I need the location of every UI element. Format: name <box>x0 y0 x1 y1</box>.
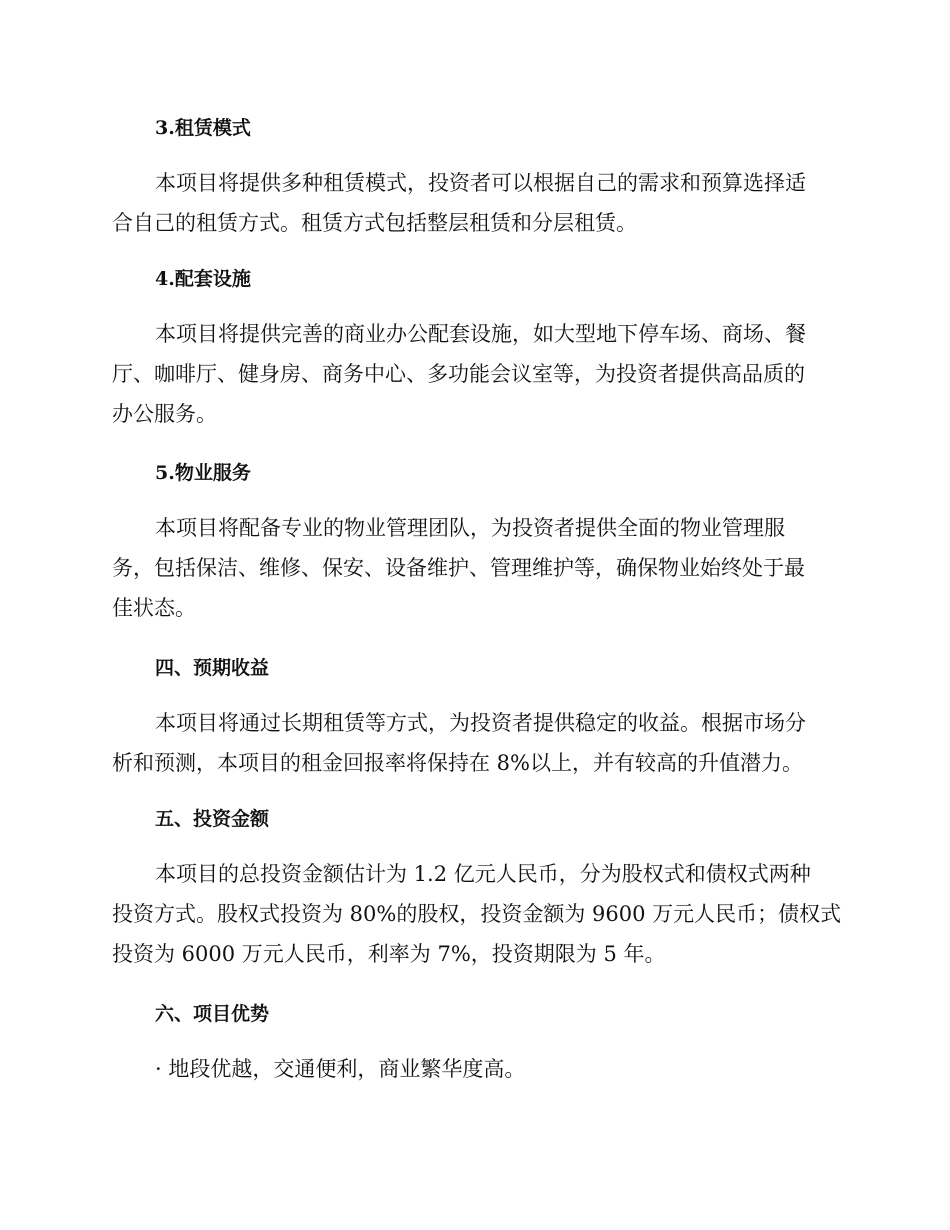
paragraph-line: 本项目将配备专业的物业管理团队，为投资者提供全面的物业管理服 <box>155 516 785 540</box>
paragraph-investment-amount <box>112 854 842 974</box>
paragraph-line: 投资方式。股权式投资为 80%的股权，投资金额为 9600 万元人民币；债权式 <box>112 902 842 926</box>
paragraph-line: 析和预测，本项目的租金回报率将保持在 8%以上，并有较高的升值潜力。 <box>112 751 803 775</box>
paragraph-rental-mode <box>112 163 842 243</box>
section-heading-facilities: 4.配套设施 <box>155 268 251 290</box>
paragraph-line: 投资为 6000 万元人民币，利率为 7%，投资期限为 5 年。 <box>112 942 666 966</box>
bullet-item: · 地段优越，交通便利，商业繁华度高。 <box>155 1057 526 1081</box>
section-heading-project-advantages: 六、项目优势 <box>155 1003 270 1025</box>
paragraph-line: 本项目将通过长期租赁等方式，为投资者提供稳定的收益。根据市场分 <box>155 711 806 735</box>
paragraph-line: 合自己的租赁方式。租赁方式包括整层租赁和分层租赁。 <box>112 211 637 235</box>
paragraph-property-service <box>112 508 842 628</box>
section-heading-property-service: 5.物业服务 <box>155 462 251 484</box>
section-heading-investment-amount: 五、投资金额 <box>155 808 270 830</box>
paragraph-line: 务，包括保洁、维修、保安、设备维护、管理维护等，确保物业始终处于最 <box>112 556 805 580</box>
paragraph-expected-return <box>112 703 842 783</box>
paragraph-line: 本项目将提供完善的商业办公配套设施，如大型地下停车场、商场、餐 <box>155 322 806 346</box>
paragraph-line: 本项目的总投资金额估计为 1.2 亿元人民币，分为股权式和债权式两种 <box>155 862 811 886</box>
paragraph-line: 厅、咖啡厅、健身房、商务中心、多功能会议室等，为投资者提供高品质的 <box>112 362 805 386</box>
paragraph-facilities <box>112 314 842 434</box>
paragraph-line: 办公服务。 <box>112 402 217 426</box>
section-heading-rental-mode: 3.租赁模式 <box>155 117 251 139</box>
paragraph-line: 本项目将提供多种租赁模式，投资者可以根据自己的需求和预算选择适 <box>155 171 806 195</box>
section-heading-expected-return: 四、预期收益 <box>155 657 270 679</box>
paragraph-line: 佳状态。 <box>112 596 196 620</box>
